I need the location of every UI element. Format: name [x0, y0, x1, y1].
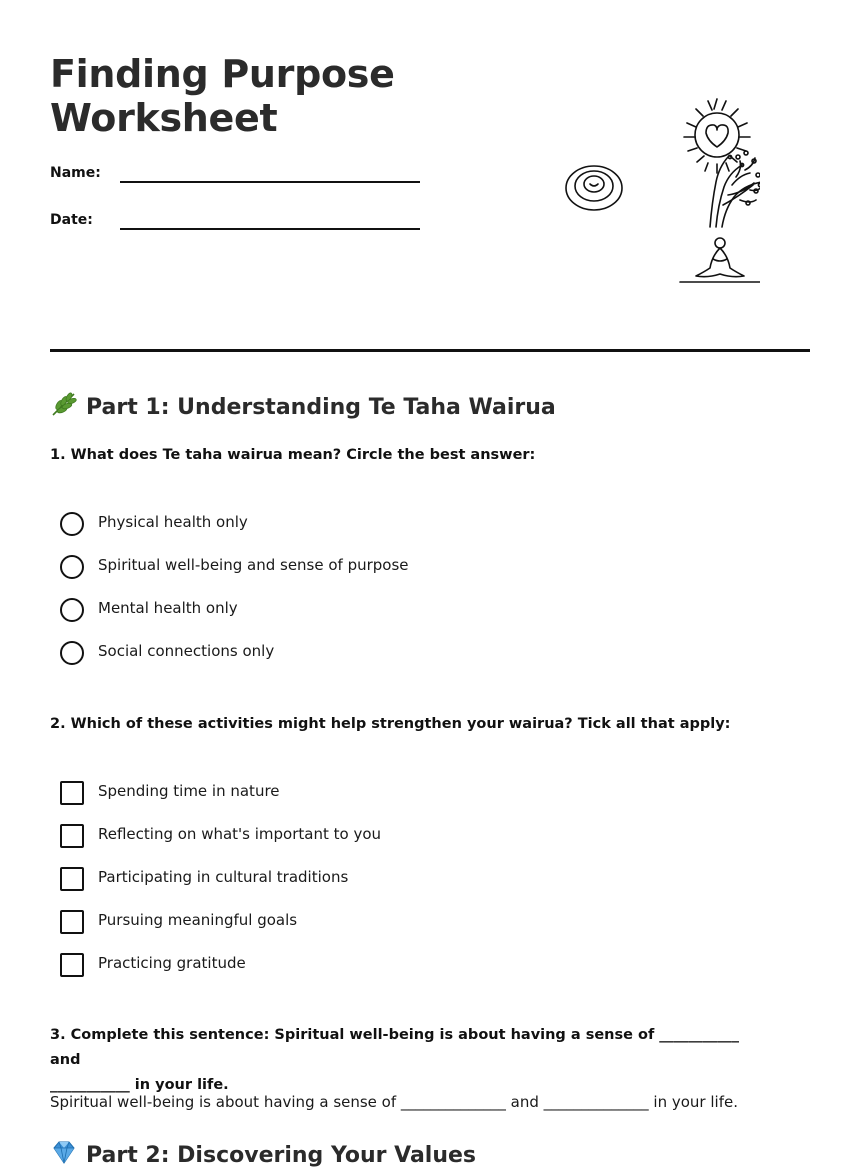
header-divider — [50, 349, 810, 352]
question-3-line-2: ___________ in your life. — [50, 1077, 229, 1093]
checkbox[interactable] — [60, 910, 84, 934]
checkbox[interactable] — [60, 953, 84, 977]
name-field[interactable] — [50, 165, 430, 195]
name-label: Name: — [50, 165, 101, 181]
question-1: 1. What does Te taha wairua mean? Circle the best answer: — [50, 447, 536, 463]
radio-circle[interactable] — [60, 598, 84, 622]
date-label: Date: — [50, 212, 93, 228]
option-label: Physical health only — [98, 513, 248, 531]
title-line-2: Worksheet — [50, 96, 278, 140]
date-field[interactable] — [50, 212, 430, 242]
sun-tree-meditation-illustration — [560, 95, 760, 290]
spiral-icon — [566, 166, 622, 210]
question-2: 2. Which of these activities might help strengthen your wairua? Tick all that apply: — [50, 716, 731, 732]
radio-circle[interactable] — [60, 641, 84, 665]
part1-heading — [50, 390, 556, 420]
date-blank-line[interactable] — [120, 228, 420, 230]
option-label: Participating in cultural traditions — [98, 868, 349, 886]
radio-circle[interactable] — [60, 555, 84, 579]
fill-in-sentence[interactable]: Spiritual well-being is about having a sense of ______________ and ______________ in your life. — [50, 1093, 738, 1111]
option-label: Mental health only — [98, 599, 238, 617]
question-3 — [50, 1023, 750, 1098]
option-label: Spending time in nature — [98, 782, 280, 800]
part2-heading — [50, 1138, 476, 1168]
meditating-figure-icon — [680, 238, 760, 282]
question-3-line-1: 3. Complete this sentence: Spiritual well-being is about having a sense of ___________ and — [50, 1027, 740, 1068]
option-label: Reflecting on what's important to you — [98, 825, 382, 843]
part1-title: Part 1: Understanding Te Taha Wairua — [86, 395, 556, 420]
checkbox[interactable] — [60, 867, 84, 891]
checkbox[interactable] — [60, 781, 84, 805]
option-label: Practicing gratitude — [98, 954, 246, 972]
herb-icon — [50, 390, 78, 418]
name-blank-line[interactable] — [120, 181, 420, 183]
option-label: Spiritual well-being and sense of purpose — [98, 556, 409, 574]
checkbox[interactable] — [60, 824, 84, 848]
page-title — [50, 52, 395, 140]
option-label: Pursuing meaningful goals — [98, 911, 298, 929]
part2-title: Part 2: Discovering Your Values — [86, 1143, 477, 1168]
gem-icon — [50, 1138, 78, 1166]
title-line-1: Finding Purpose — [50, 52, 395, 96]
option-label: Social connections only — [98, 642, 275, 660]
radio-circle[interactable] — [60, 512, 84, 536]
tree-icon — [710, 151, 760, 227]
